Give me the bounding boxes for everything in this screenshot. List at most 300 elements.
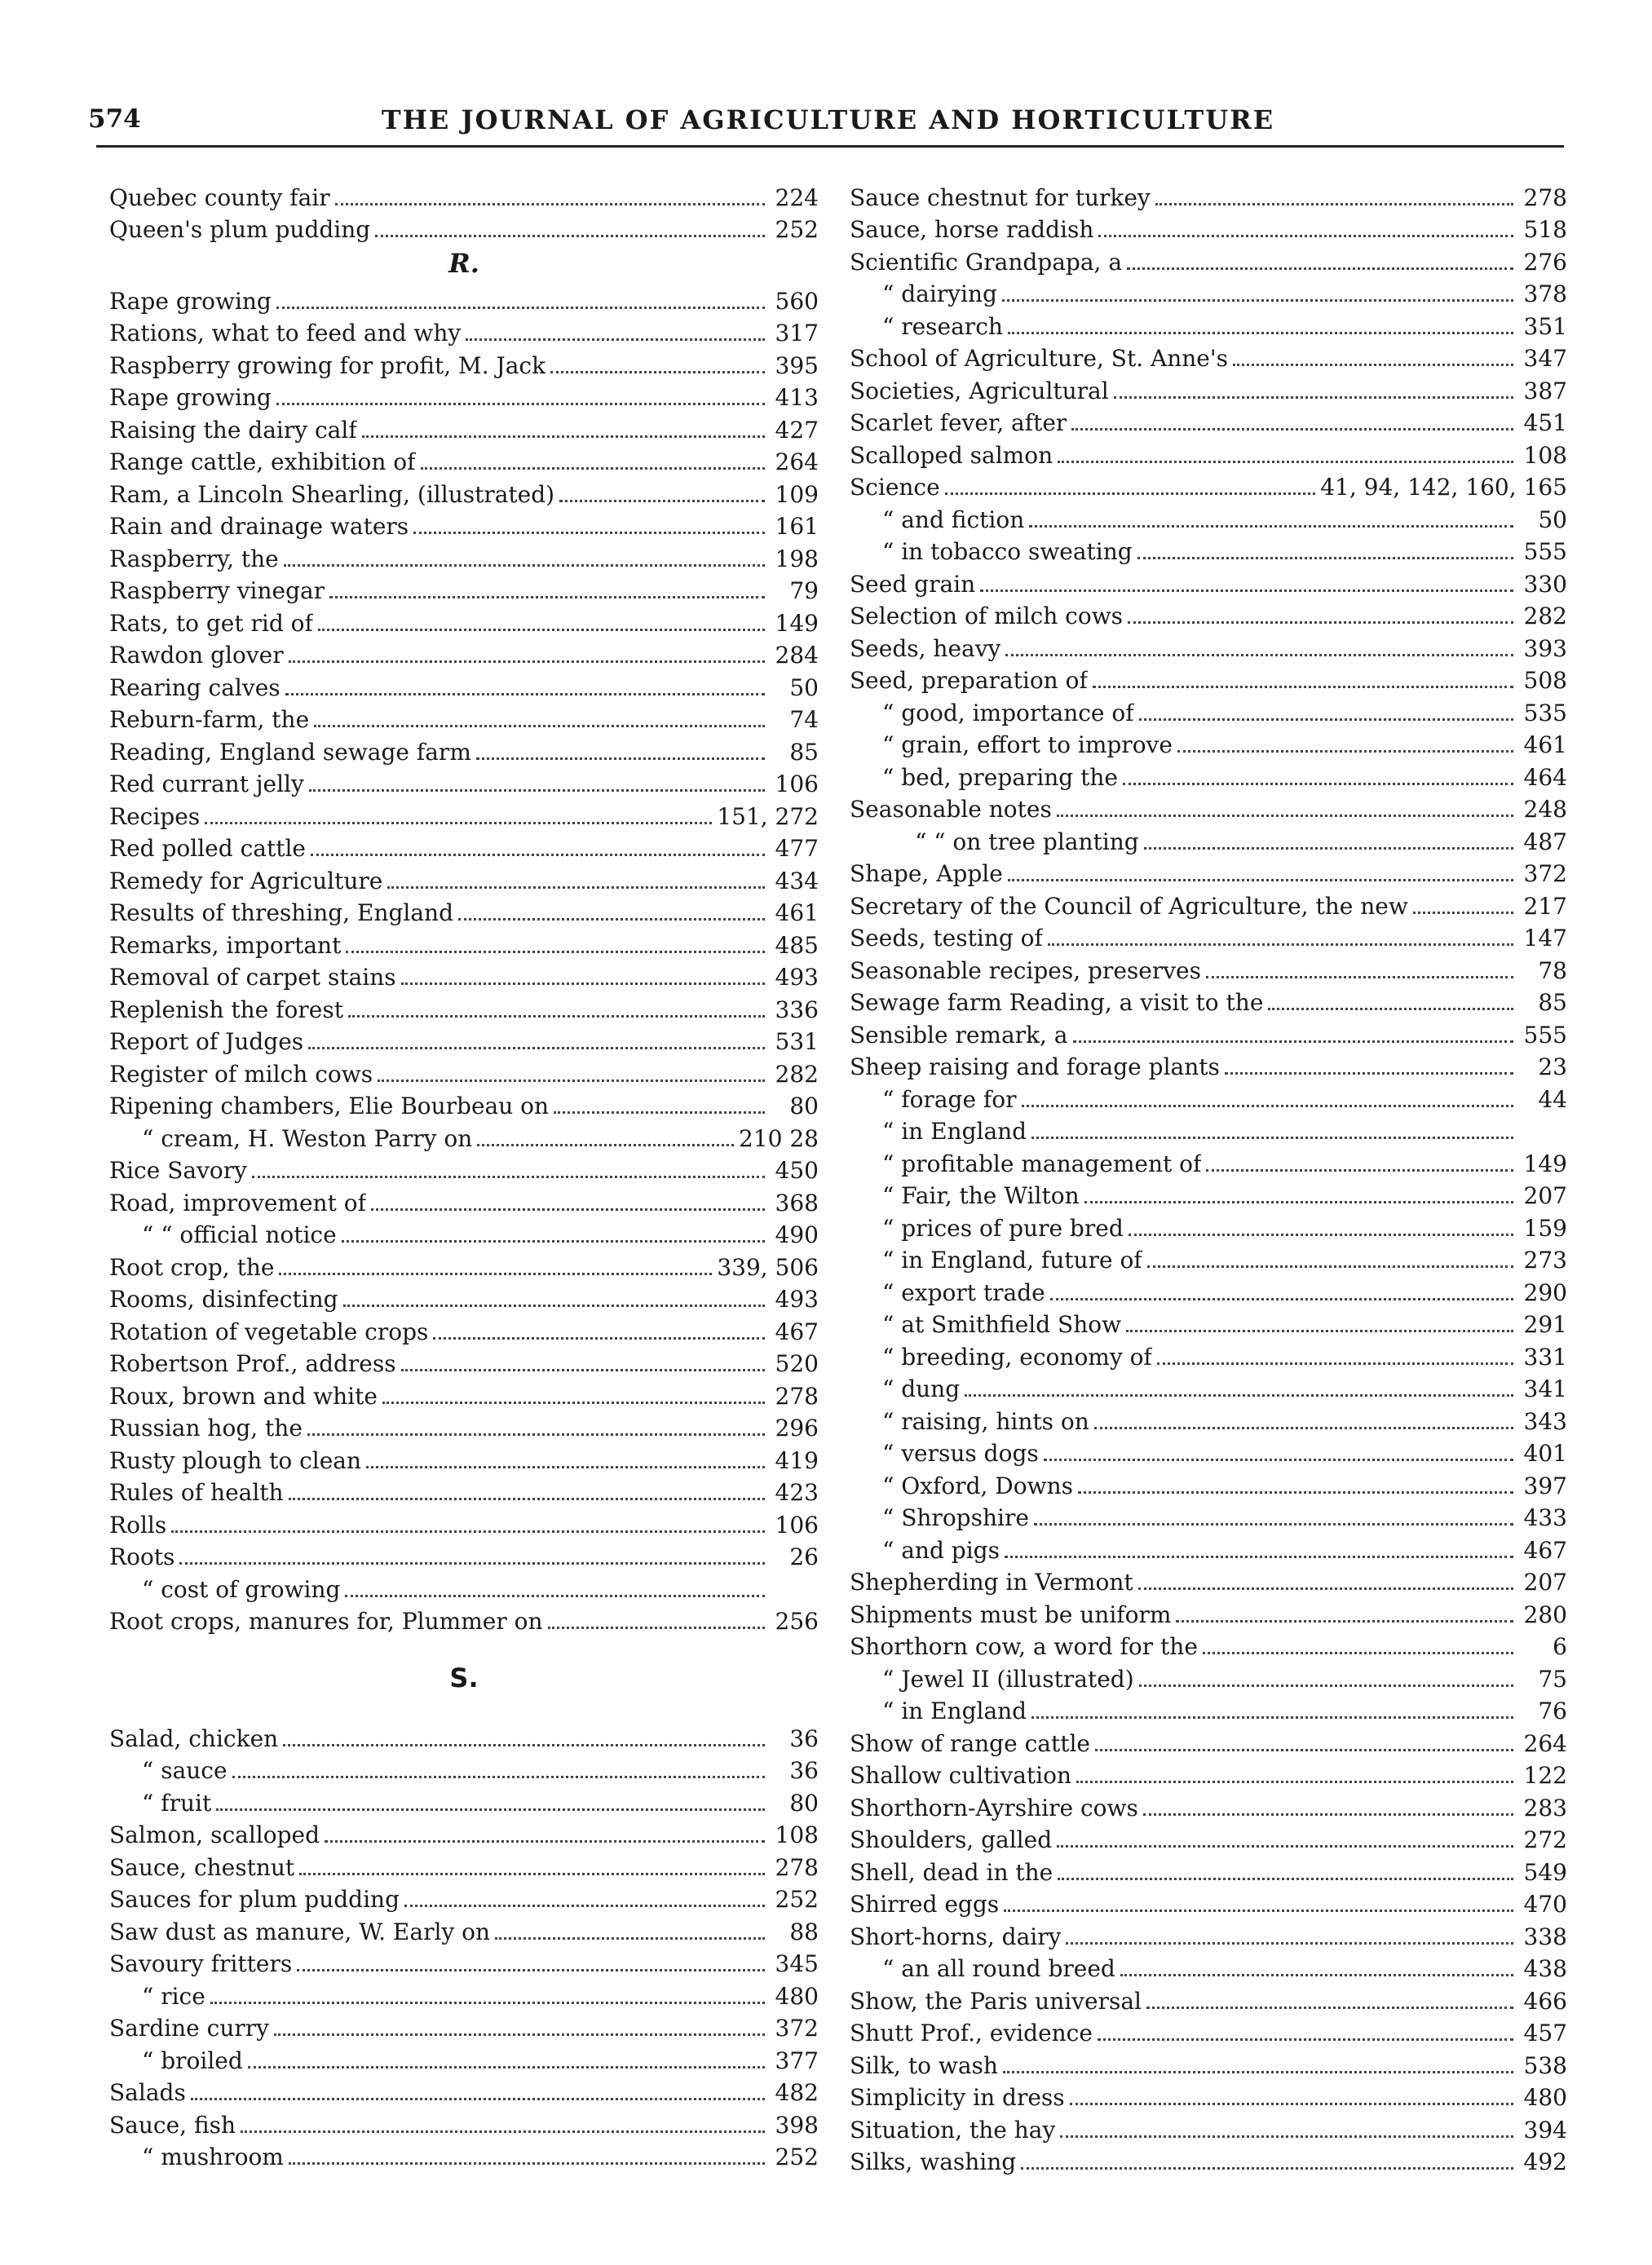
entry-page-number: 252 [775, 1886, 819, 1913]
index-entry [109, 1217, 819, 1250]
index-entry [850, 598, 1567, 631]
index-entry [850, 2047, 1567, 2080]
entry-title: Seed, preparation of [850, 667, 1088, 694]
entry-page-number: 401 [1523, 1440, 1567, 1467]
entry-page-number: 272 [1523, 1826, 1567, 1853]
entry-page-number: 466 [1523, 1987, 1567, 2015]
entry-title: Sheep raising and forage plants [850, 1053, 1220, 1080]
index-entry [109, 380, 819, 413]
entry-title: “ broiled [142, 2046, 243, 2074]
dot-leader [216, 1808, 765, 1811]
section-letter: S. [449, 1662, 479, 1693]
index-entry [109, 669, 819, 702]
entry-page-number: 339, 506 [717, 1253, 819, 1281]
entry-page-number: 490 [775, 1221, 819, 1248]
index-entry [850, 727, 1567, 760]
dot-leader [1206, 976, 1513, 978]
entry-page-number: 108 [1523, 441, 1567, 469]
index-entry [109, 2107, 819, 2139]
entry-page-number: 282 [775, 1060, 819, 1088]
index-entry [109, 1378, 819, 1411]
index-entry [109, 1282, 819, 1314]
entry-title: Rape growing [109, 287, 272, 315]
dot-leader [1008, 879, 1513, 881]
index-entry [109, 1249, 819, 1282]
entry-title: Scarlet fever, after [850, 409, 1067, 436]
index-entry [850, 2080, 1567, 2113]
dot-leader [1206, 1169, 1513, 1172]
entry-page-number: 487 [1523, 828, 1567, 855]
index-entry [850, 1661, 1567, 1693]
entry-title: Shutt Prof., evidence [850, 2020, 1093, 2046]
dot-leader [1058, 461, 1513, 463]
dot-leader [276, 403, 765, 405]
entry-page-number: 106 [775, 770, 819, 797]
dot-leader [210, 2002, 765, 2004]
index-entry [109, 283, 819, 316]
index-entry [109, 1024, 819, 1057]
entry-page-number: 252 [775, 2144, 819, 2170]
entry-title: Sauce, fish [109, 2111, 236, 2139]
index-entry [850, 759, 1567, 792]
entry-page-number: 80 [789, 1789, 819, 1817]
dot-leader [1004, 1910, 1513, 1912]
index-entry [850, 823, 1567, 856]
entry-title: Rotation of vegetable crops [109, 1318, 429, 1345]
entry-title: “ dung [882, 1375, 961, 1402]
dot-leader [1123, 783, 1513, 785]
index-entry [109, 444, 819, 477]
entry-page-number: 50 [1538, 506, 1567, 533]
entry-page-number: 50 [789, 673, 819, 701]
entry-page-number: 256 [775, 1608, 819, 1635]
entry-page-number: 372 [775, 2015, 819, 2042]
entry-title: Red polled cattle [109, 835, 306, 862]
index-entry [109, 1088, 819, 1121]
index-entry [109, 1120, 819, 1153]
dot-leader [1044, 1459, 1513, 1461]
dot-leader [1127, 267, 1513, 270]
index-entry [850, 1210, 1567, 1243]
dot-leader [375, 235, 765, 237]
index-entry [850, 1790, 1567, 1822]
entry-title: Rearing calves [109, 673, 280, 701]
entry-page-number: 161 [775, 513, 819, 540]
index-entry [109, 1185, 819, 1217]
entry-title: Ram, a Lincoln Shearling, (illustrated) [109, 480, 555, 508]
dot-leader [965, 1394, 1513, 1397]
dot-leader [413, 532, 765, 534]
entry-title: Societies, Agricultural [850, 377, 1109, 404]
dot-leader [1050, 1298, 1513, 1300]
index-entry [109, 1539, 819, 1572]
entry-page-number: 467 [775, 1318, 819, 1345]
index-entry [850, 2016, 1567, 2048]
index-entry [109, 798, 819, 831]
index-entry [850, 888, 1567, 921]
entry-title: Sauce chestnut for turkey [850, 183, 1151, 211]
dot-leader [458, 918, 765, 921]
entry-page-number: 470 [1523, 1891, 1567, 1918]
entry-page-number: 149 [775, 609, 819, 637]
entry-page-number: 36 [789, 1757, 819, 1784]
entry-title: School of Agriculture, St. Anne's [850, 345, 1228, 372]
index-entry [850, 501, 1567, 534]
entry-title: Removal of carpet stains [109, 964, 396, 991]
dot-leader [1233, 364, 1513, 366]
dot-leader [307, 1433, 765, 1436]
dot-leader [348, 1015, 765, 1018]
entry-title: Salad, chicken [109, 1724, 279, 1752]
index-entry [850, 308, 1567, 341]
index-entry [850, 1758, 1567, 1790]
entry-title: “ profitable management of [882, 1150, 1202, 1177]
entry-page-number: 331 [1523, 1343, 1567, 1371]
entry-title: Road, improvement of [109, 1189, 366, 1216]
index-entry [109, 573, 819, 606]
index-entry [850, 2144, 1567, 2177]
entry-title: Sardine curry [109, 2015, 269, 2042]
dot-leader [289, 1498, 765, 1500]
entry-page-number: 493 [775, 964, 819, 991]
dot-leader [1129, 1234, 1513, 1236]
entry-title: Reading, England sewage farm [109, 738, 471, 766]
dot-leader [318, 629, 765, 631]
dot-leader [1137, 557, 1513, 559]
entry-title: Raspberry, the [109, 545, 279, 572]
section-letter: R. [448, 248, 479, 279]
entry-page-number: 282 [1523, 603, 1567, 629]
entry-title: Shape, Apple [850, 860, 1003, 887]
index-entry [850, 373, 1567, 405]
dot-leader [401, 1369, 765, 1371]
entry-page-number: 423 [775, 1479, 819, 1506]
dot-leader [1073, 1040, 1513, 1043]
entry-page-number: 395 [775, 351, 819, 379]
entry-title: “ export trade [882, 1278, 1045, 1306]
entry-page-number: 394 [1523, 2116, 1567, 2144]
entry-title: Shirred eggs [850, 1891, 1000, 1918]
entry-title: “ and pigs [882, 1536, 1000, 1564]
entry-page-number: 217 [1523, 892, 1567, 920]
entry-title: Robertson Prof., address [109, 1350, 396, 1377]
entry-page-number: 378 [1523, 280, 1567, 307]
entry-title: Sauce, horse raddish [850, 216, 1094, 243]
dot-leader [1139, 1684, 1513, 1687]
index-entry [109, 1411, 819, 1443]
entry-title: Salmon, scalloped [109, 1821, 320, 1848]
entry-page-number: 480 [1523, 2084, 1567, 2111]
entry-page-number: 149 [1523, 1150, 1567, 1177]
entry-page-number: 336 [775, 996, 819, 1023]
entry-title: Recipes [109, 802, 201, 830]
entry-title: Scalloped salmon [850, 441, 1053, 469]
dot-leader [311, 854, 765, 856]
entry-page-number: 88 [789, 1918, 819, 1945]
index-entry [109, 1475, 819, 1508]
dot-leader [1034, 1523, 1513, 1525]
dot-leader [1029, 525, 1513, 528]
dot-leader [382, 1402, 765, 1404]
entry-title: “ breeding, economy of [882, 1343, 1152, 1371]
entry-page-number: 492 [1523, 2148, 1567, 2175]
dot-leader [308, 1047, 765, 1049]
entry-title: “ in England, future of [882, 1247, 1142, 1274]
entry-page-number: 531 [775, 1028, 819, 1055]
entry-title: “ raising, hints on [882, 1407, 1089, 1435]
entry-page-number: 387 [1523, 377, 1567, 404]
dot-leader [179, 1562, 765, 1565]
dot-leader [1058, 1878, 1513, 1880]
dot-leader [232, 1776, 765, 1778]
entry-title: Results of threshing, England [109, 899, 454, 926]
dot-leader [1093, 686, 1513, 688]
entry-title: Savoury fritters [109, 1950, 293, 1977]
journal-title: THE JOURNAL OF AGRICULTURE AND HORTICULTURE [381, 104, 1275, 135]
dot-leader [371, 1208, 765, 1211]
entry-title: Seeds, heavy [850, 634, 1001, 662]
index-entry [109, 702, 819, 735]
entry-title: Roots [109, 1543, 175, 1570]
dot-leader [1144, 847, 1513, 850]
dot-leader [346, 951, 765, 953]
entry-title: Ripening chambers, Elie Bourbeau on [109, 1093, 550, 1119]
entry-page-number: 461 [1523, 731, 1567, 758]
entry-page-number: 419 [775, 1446, 819, 1474]
entry-title: Rawdon glover [109, 642, 284, 669]
entry-title: Raspberry growing for profit, M. Jack [109, 351, 546, 379]
entry-title: Sewage farm Reading, a visit to the [850, 989, 1264, 1016]
index-entry [109, 1946, 819, 1979]
dot-leader [314, 725, 765, 727]
index-entry [850, 1049, 1567, 1082]
entry-title: Seasonable notes [850, 796, 1052, 823]
entry-page-number: 280 [1523, 1601, 1567, 1628]
dot-leader [1139, 718, 1513, 721]
entry-page-number: 151, 272 [717, 802, 819, 830]
entry-title: Reburn-farm, the [109, 706, 310, 733]
entry-page-number: 535 [1523, 699, 1567, 726]
index-entry [850, 405, 1567, 438]
dot-leader [1057, 1845, 1513, 1848]
index-entry [109, 1507, 819, 1539]
entry-page-number: 80 [789, 1093, 819, 1119]
entry-title: Shorthorn cow, a word for the [850, 1633, 1198, 1660]
index-entry [109, 605, 819, 638]
dot-leader [1022, 1105, 1513, 1107]
entry-page-number: 198 [775, 545, 819, 572]
dot-leader [559, 500, 765, 502]
index-entry [850, 1854, 1567, 1887]
entry-title: “ “ official notice [142, 1221, 337, 1248]
entry-page-number: 147 [1523, 925, 1567, 951]
entry-page-number: 467 [1523, 1536, 1567, 1564]
entry-page-number: 290 [1523, 1278, 1567, 1306]
dot-leader [248, 2066, 765, 2069]
entry-page-number: 450 [775, 1157, 819, 1184]
index-entry [850, 1436, 1567, 1468]
dot-leader [1225, 1072, 1513, 1075]
dot-leader [205, 822, 712, 824]
entry-title: Sensible remark, a [850, 1021, 1068, 1049]
entry-title: Sauces for plum pudding [109, 1886, 400, 1913]
entry-page-number: 85 [789, 738, 819, 766]
index-entry [850, 470, 1567, 502]
index-entry [850, 1339, 1567, 1371]
dot-leader [241, 2130, 765, 2133]
entry-title: Queen's plum pudding [109, 216, 371, 243]
index-entry [850, 792, 1567, 824]
entry-page-number: 508 [1523, 667, 1567, 694]
index-entry [850, 663, 1567, 695]
entry-title: “ prices of pure bred [882, 1214, 1124, 1242]
index-entry [850, 985, 1567, 1018]
dot-leader [1157, 1362, 1513, 1365]
entry-page-number: 210 28 [739, 1124, 819, 1152]
index-entry [850, 1371, 1567, 1404]
index-entry [109, 1882, 819, 1914]
entry-title: “ bed, preparing the [882, 763, 1118, 791]
index-entry [850, 1532, 1567, 1565]
index-entry [109, 1914, 819, 1946]
index-entry [109, 476, 819, 509]
index-entry [109, 316, 819, 348]
index-entry [109, 1346, 819, 1379]
entry-title: Situation, the hay [850, 2116, 1056, 2144]
dot-leader [309, 789, 765, 792]
entry-page-number: 284 [775, 642, 819, 669]
entry-page-number: 248 [1523, 796, 1567, 823]
dot-leader [1098, 235, 1513, 237]
entry-page-number: 264 [775, 448, 819, 475]
dot-leader [1094, 1427, 1513, 1429]
entry-page-number: 6 [1553, 1633, 1567, 1660]
entry-title: Simplicity in dress [850, 2084, 1065, 2111]
dot-leader [1005, 1556, 1513, 1558]
dot-leader [1066, 1942, 1513, 1945]
entry-page-number: 41, 94, 142, 160, 165 [1320, 474, 1567, 501]
index-entry [109, 2075, 819, 2108]
dot-leader [252, 1176, 765, 1178]
index-entry [850, 630, 1567, 663]
entry-title: Rations, what to feed and why [109, 320, 462, 347]
index-entry [850, 179, 1567, 212]
index-entry [850, 341, 1567, 373]
entry-page-number: 207 [1523, 1569, 1567, 1596]
entry-title: Seasonable recipes, preserves [850, 956, 1201, 984]
index-entry [850, 952, 1567, 985]
entry-title: “ at Smithfield Show [882, 1311, 1122, 1338]
dot-leader [1203, 1652, 1513, 1654]
dot-leader [342, 1240, 765, 1243]
entry-page-number: 461 [775, 899, 819, 926]
entry-title: Rape growing [109, 384, 272, 411]
entry-title: Root crop, the [109, 1253, 275, 1281]
entry-page-number: 457 [1523, 2020, 1567, 2046]
entry-title: Russian hog, the [109, 1415, 303, 1442]
entry-page-number: 433 [1523, 1504, 1567, 1531]
dot-leader [433, 1337, 765, 1340]
index-entry [850, 534, 1567, 567]
entry-page-number: 451 [1523, 409, 1567, 436]
entry-page-number: 485 [775, 931, 819, 959]
entry-title: “ in tobacco sweating [882, 538, 1133, 565]
dot-leader [299, 1873, 765, 1875]
entry-title: Silks, washing [850, 2148, 1017, 2175]
entry-title: “ rice [142, 1982, 205, 2010]
index-entry [850, 1951, 1567, 1984]
dot-leader [554, 1111, 765, 1114]
index-entry [850, 856, 1567, 889]
entry-page-number: 397 [1523, 1472, 1567, 1499]
dot-leader [1060, 2135, 1513, 2138]
index-entry [109, 212, 819, 245]
dot-leader [1155, 203, 1513, 205]
entry-title: Shell, dead in the [850, 1858, 1053, 1886]
entry-page-number: 106 [775, 1511, 819, 1539]
dot-leader [1268, 1008, 1513, 1010]
index-entry [850, 244, 1567, 276]
index-entry [109, 927, 819, 960]
entry-title: “ Oxford, Downs [882, 1472, 1073, 1499]
entry-page-number: 555 [1523, 1021, 1567, 1049]
index-entry [850, 212, 1567, 245]
entry-page-number: 413 [775, 384, 819, 411]
entry-title: Replenish the forest [109, 996, 343, 1023]
entry-title: “ “ on tree planting [915, 828, 1139, 855]
dot-leader [387, 886, 765, 889]
index-entry [850, 1725, 1567, 1758]
dot-leader [366, 1466, 765, 1468]
entry-title: Remarks, important [109, 931, 342, 959]
entry-title: Shoulders, galled [850, 1826, 1053, 1853]
index-entry [850, 695, 1567, 727]
dot-leader [1084, 1201, 1513, 1203]
entry-page-number: 482 [775, 2079, 819, 2106]
index-entry [109, 1753, 819, 1786]
entry-page-number: 345 [775, 1950, 819, 1977]
dot-leader [1002, 299, 1513, 302]
index-entry [850, 1500, 1567, 1533]
dot-leader [421, 467, 766, 470]
dot-leader [1177, 750, 1513, 753]
dot-leader [362, 435, 765, 438]
entry-title: Roux, brown and white [109, 1382, 378, 1410]
index-entry [850, 276, 1567, 309]
index-entry [850, 1983, 1567, 2016]
index-entry [109, 1056, 819, 1088]
index-entry [109, 734, 819, 766]
index-entry [850, 1403, 1567, 1436]
entry-page-number: 464 [1523, 763, 1567, 791]
dot-leader [345, 1595, 765, 1597]
dot-leader [1003, 2071, 1513, 2073]
index-entry [850, 1887, 1567, 1919]
index-entry [850, 1596, 1567, 1629]
header-rule [96, 145, 1564, 148]
entry-page-number: 278 [775, 1853, 819, 1881]
entry-page-number: 278 [775, 1382, 819, 1410]
dot-leader [1071, 428, 1513, 430]
entry-page-number: 480 [775, 1982, 819, 2010]
index-entry [850, 1178, 1567, 1211]
dot-leader [1114, 396, 1513, 399]
index-entry [850, 1114, 1567, 1146]
dot-leader [297, 1969, 765, 1971]
dot-leader [1008, 332, 1513, 334]
entry-title: “ an all round breed [882, 1955, 1115, 1982]
index-entry [109, 1604, 819, 1636]
